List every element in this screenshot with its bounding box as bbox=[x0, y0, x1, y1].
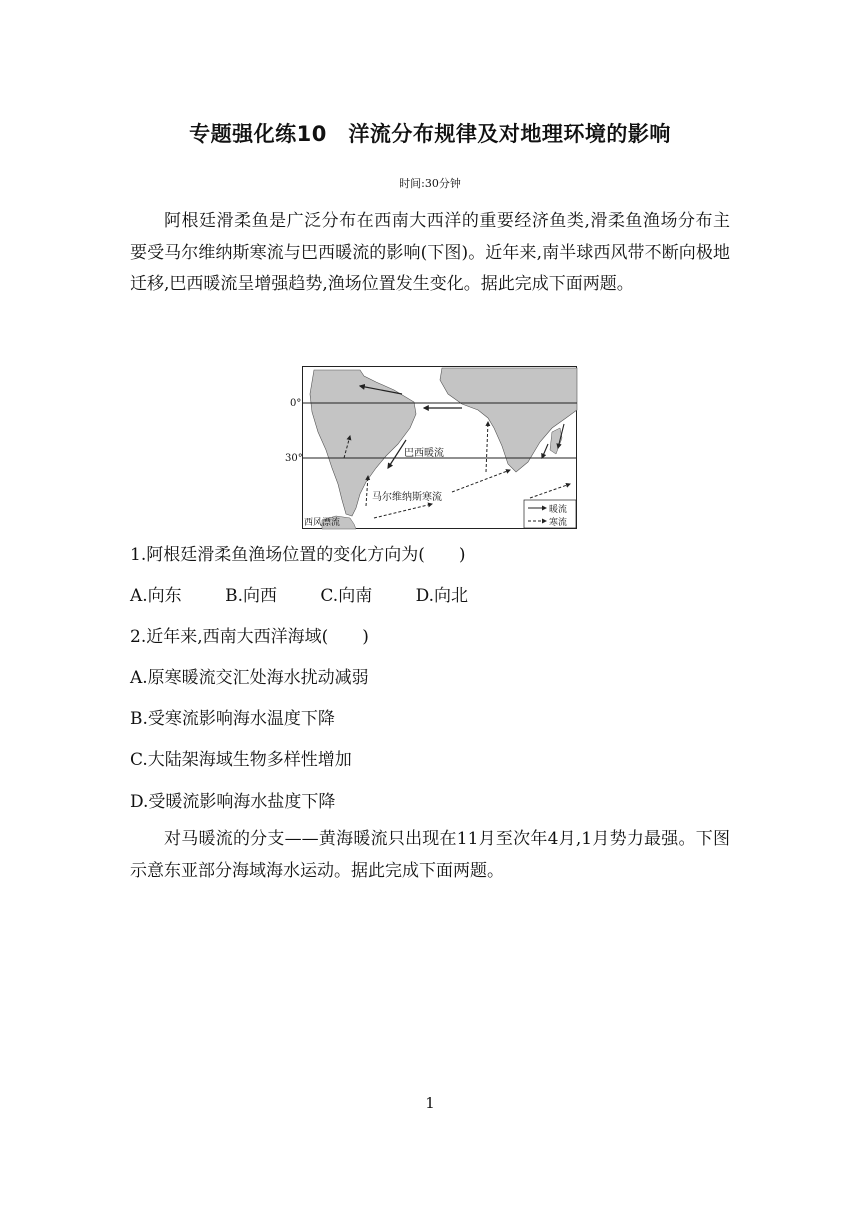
westerly-drift-label: 西风漂流 bbox=[304, 518, 341, 528]
question-1-options bbox=[130, 581, 506, 606]
q1-option-b[interactable]: B.向西 bbox=[225, 586, 277, 606]
legend-warm: 暖流 bbox=[549, 505, 568, 515]
time-limit: 时间:30分钟 bbox=[399, 177, 461, 190]
map-legend bbox=[524, 500, 576, 528]
intro-paragraph-2: 对马暖流的分支——黄海暖流只出现在11月至次年4月,1月势力最强。下图示意东亚部分海域海水运动。据此完成下面两题。 bbox=[130, 829, 730, 881]
q1-option-d[interactable]: D.向北 bbox=[415, 586, 469, 606]
lat-label-30: 30° bbox=[285, 453, 303, 464]
q2-option-b[interactable]: B.受寒流影响海水温度下降 bbox=[130, 709, 335, 729]
q1-option-a[interactable]: A.向东 bbox=[130, 586, 182, 606]
question-1-stem: 1.阿根廷滑柔鱼渔场位置的变化方向为( ) bbox=[130, 545, 466, 565]
q2-option-d[interactable]: D.受暖流影响海水盐度下降 bbox=[130, 792, 336, 812]
intro-paragraph-1: 阿根廷滑柔鱼是广泛分布在西南大西洋的重要经济鱼类,滑柔鱼渔场分布主要受马尔维纳斯寒流与巴西暖流的影响(下图)。近年来,南半球西风带不断向极地迁移,巴西暖流呈增强趋势,渔场位置发生变化。据此完成下面两题。 bbox=[130, 211, 730, 294]
q2-option-a[interactable]: A.原寒暖流交汇处海水扰动减弱 bbox=[130, 668, 369, 688]
page-number: 1 bbox=[425, 1094, 435, 1112]
q1-option-c[interactable]: C.向南 bbox=[320, 586, 373, 606]
page-title: 专题强化练10 洋流分布规律及对地理环境的影响 bbox=[189, 122, 671, 146]
q2-option-c[interactable]: C.大陆架海域生物多样性增加 bbox=[130, 750, 352, 770]
brazil-current-label: 巴西暖流 bbox=[404, 448, 444, 459]
legend-cold: 寒流 bbox=[549, 518, 568, 528]
question-2-stem: 2.近年来,西南大西洋海域( ) bbox=[130, 627, 369, 647]
ocean-current-map bbox=[285, 366, 577, 529]
lat-label-0: 0° bbox=[290, 398, 302, 409]
falklands-current-label: 马尔维纳斯寒流 bbox=[372, 492, 442, 503]
